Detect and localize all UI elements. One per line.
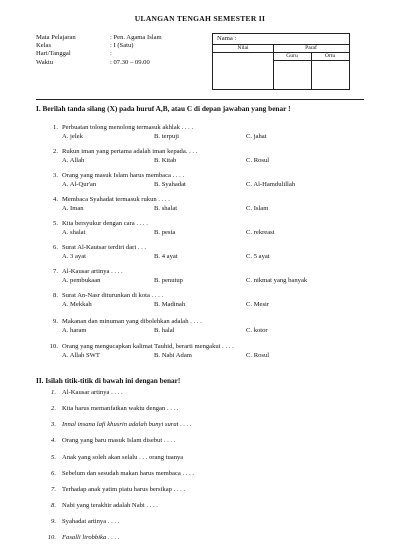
item-text: Nabi yang terakhir adalah Nabi . . . . [62,502,158,509]
section2-title: II. Isilah titik-titik di bawah ini dengan benar! [36,376,181,385]
option-c[interactable]: C. kotor [246,327,268,334]
item-text: Kita harus memanfatkan waktu dengan . . . . [62,405,179,412]
exam-title: ULANGAN TENGAH SEMESTER II [134,14,266,23]
option-c[interactable]: C. nikmat yang banyak [246,277,308,284]
option-b[interactable]: B. Madinah [154,301,186,308]
item-number: 1. [51,389,56,396]
question-text: Orang yang masuk Islam harus membaca . . . . [62,172,185,179]
question-number: 6. [53,244,58,251]
option-a[interactable]: A. Al-Qur'an [62,181,97,188]
info-value: : 07.30 – 09.00 [110,58,150,66]
item-number: 10. [47,534,56,541]
option-c[interactable]: C. Islam [246,205,269,212]
item-number: 9. [51,518,56,525]
option-c[interactable]: C. Mesir [246,301,270,308]
option-a[interactable]: A. Iman [62,205,84,212]
question-number: 5. [53,220,58,227]
option-a[interactable]: A. jelek [62,133,83,140]
section1-title: I. Berilah tanda silang (X) pada huruf A,B, atau C di depan jawaban yang benar ! [36,104,291,113]
section-rule [36,99,364,100]
item-text: Anak yang soleh akan selalu . . . orang tuanya [62,454,184,461]
option-a[interactable]: A. Allah SWT [62,352,100,359]
question-number: 8. [53,292,58,299]
option-b[interactable]: B. penutup [154,277,183,284]
question-text: Perbuatan tolong menolong termasuk akhlak . . . . [62,124,194,131]
item-number: 3. [51,421,56,428]
option-b[interactable]: B. terpuji [154,133,179,140]
question-number: 10. [49,343,58,350]
info-label: Kelas [36,42,52,50]
question-text: Makanan dan minuman yang dibolehkan adalah . . . . [62,318,202,325]
info-label: Hari/Tanggal [36,50,71,58]
item-text: Orang yang baru masuk Islam disebut . . . . [62,437,176,444]
option-b[interactable]: B. pesta [154,229,176,236]
name-label: Nama : [217,35,237,42]
option-a[interactable]: A. Allah [62,157,85,164]
option-b[interactable]: B. halal [154,327,175,334]
option-b[interactable]: B. Nabi Adam [154,352,192,359]
option-a[interactable]: A. Mekkah [62,301,92,308]
info-value: : [110,50,112,58]
item-number: 8. [51,502,56,509]
question-text: Surat An-Nasr diturunkan di kota . . . . [62,292,164,299]
question-text: Rukun iman yang pertama adalah iman kepada. . . . [62,148,198,155]
option-a[interactable]: A. haram [62,327,87,334]
option-b[interactable]: B. Syahadat [154,181,186,188]
option-b[interactable]: B. shalat [154,205,178,212]
option-a[interactable]: A. pembukaan [62,277,101,284]
question-text: Al-Kausar artinya . . . . [62,268,123,275]
question-number: 7. [53,268,58,275]
item-number: 2. [51,405,56,412]
item-text: Innal insana lafi khusrin adalah bunyi surat . . . . [62,421,192,428]
question-text: Membaca Syahadat termasuk rukun . . . . [62,196,170,203]
info-value: : Pen. Agama Islam [110,34,162,41]
option-b[interactable]: B. 4 ayat [154,253,178,260]
option-a[interactable]: A. shalat [62,229,86,236]
question-number: 1. [53,124,58,131]
item-text: Sebelum dan sesudah makan harus membaca . . . . [62,470,195,477]
item-text: Fasalli lirobbika . . . . [62,534,120,541]
item-text: Al-Kausar artinya . . . . [62,389,123,396]
nilai-label: Nilai [237,45,249,51]
option-b[interactable]: B. Kitab [154,157,177,164]
question-text: Kita bersyukur dengan cara . . . . [62,220,148,227]
item-text: Syahadat artinya . . . . [62,518,120,525]
option-c[interactable]: C. 5 ayat [246,253,270,260]
item-number: 5. [51,454,56,461]
option-c[interactable]: C. jahat [246,133,267,140]
question-text: Orang yang mengucapkan kalimat Tauhid, berarti mengakui . . . . [62,343,234,350]
question-text: Surat Al-Kautsar terdiri dari . . . [62,244,147,251]
info-value: : I (Satu) [110,42,134,50]
ortu-label: Ortu [324,53,336,59]
item-text: Terhadap anak yatim piatu harus bersikap . . . . [62,486,186,493]
question-number: 2. [53,148,58,155]
question-number: 4. [53,196,58,203]
option-c[interactable]: C. Rosul [246,352,270,359]
option-c[interactable]: C. rekreasi [246,229,275,236]
question-number: 3. [53,172,58,179]
option-a[interactable]: A. 3 ayat [62,253,86,260]
item-number: 7. [51,486,56,493]
guru-label: Guru [286,53,298,59]
paraf-label: Paraf [305,45,317,51]
option-c[interactable]: C. Al-Hamdulillah [246,181,296,188]
score-box [212,33,350,90]
info-label: Waktu [36,58,54,66]
question-number: 9. [53,318,58,325]
info-label: Mata Pelajaran [36,34,76,41]
option-c[interactable]: C. Rosul [246,157,270,164]
item-number: 6. [51,470,56,477]
item-number: 4. [51,437,56,444]
